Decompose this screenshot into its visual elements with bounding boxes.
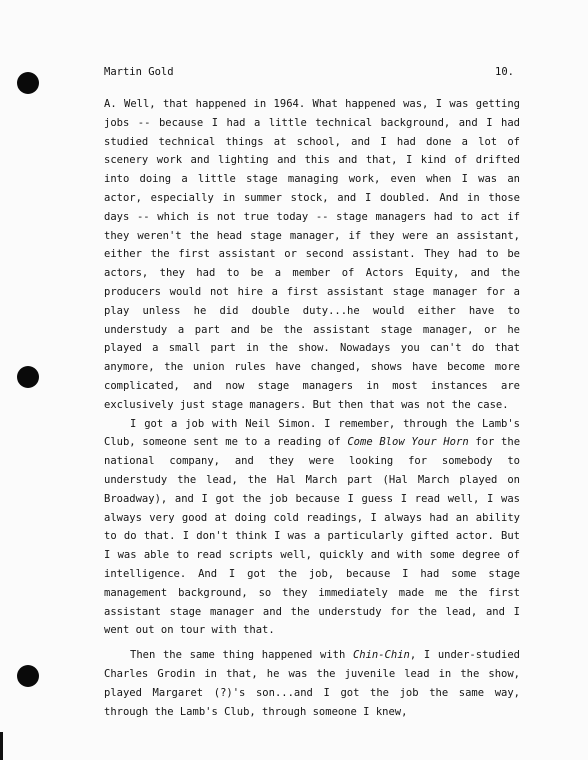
page-header: [104, 66, 514, 82]
paragraph-3: [104, 646, 520, 721]
play-title-come-blow-your-horn: Come Blow Your Horn: [347, 436, 469, 449]
paragraph-2-text-a: I got a job with Neil Simon. I remember, through the Lamb's Club, someone sent me to a reading of: [104, 417, 520, 449]
paragraph-3-text-a: Then the same thing happened with: [130, 649, 353, 662]
paragraph-2: [104, 415, 520, 641]
paragraph-3-text-b: , I under-studied Charles Grodin in that, he was the juvenile lead in the show, played Margaret (?)'s son...and I got the job the same way, through the Lamb's Club, through someone I knew,: [104, 649, 520, 718]
transcript-body: [104, 95, 520, 721]
page-number: 10.: [495, 66, 514, 78]
paragraph-1: A. Well, that happened in 1964. What happened was, I was getting jobs -- because I had a little technical background, and I had studied technical things at school, and I had done a lot of scenery work and lighting and this and that, I kind of drifted into doing a little stage managing work, even when I was an actor, especially in summer stock, and I doubled. And in those days -- which is not true today -- stage managers had to act if they weren't the head stage manager, if they were an assistant, either the first assistant or second assistant. They had to be actors, they had to be a member of Actors Equity, and the producers would not hire a first assistant stage manager for a play unless he did double duty...he would either have to understudy a part and be the assistant stage manager, or he played a small part in the show. Nowadays you can't do that anymore, the union rules have changed, shows have become more complicated, and now stage managers in most instances are exclusively just stage managers. But then that was not the case.: [104, 98, 520, 411]
punch-hole: [17, 72, 39, 94]
punch-hole: [17, 366, 39, 388]
speaker-name: Martin Gold: [104, 66, 174, 78]
paragraph-2-text-b: for the national company, and they were looking for somebody to understudy the lead, the Hal March part (Hal March played on Broadway), and I got the job because I guess I read well, I was always very good at doing cold readings, I always had an ability to do that. I don't think I was a particularly gifted actor. But I was able to read scripts well, quickly and with some degree of intelligence. And I got the job, because I had some stage management background, so they immediately made me the first assistant stage manager and the understudy for the lead, and I went out on tour with that.: [104, 436, 521, 637]
punch-hole: [17, 665, 39, 687]
page-edge-mark: [0, 732, 3, 760]
play-title-chin-chin: Chin-Chin: [352, 649, 410, 662]
